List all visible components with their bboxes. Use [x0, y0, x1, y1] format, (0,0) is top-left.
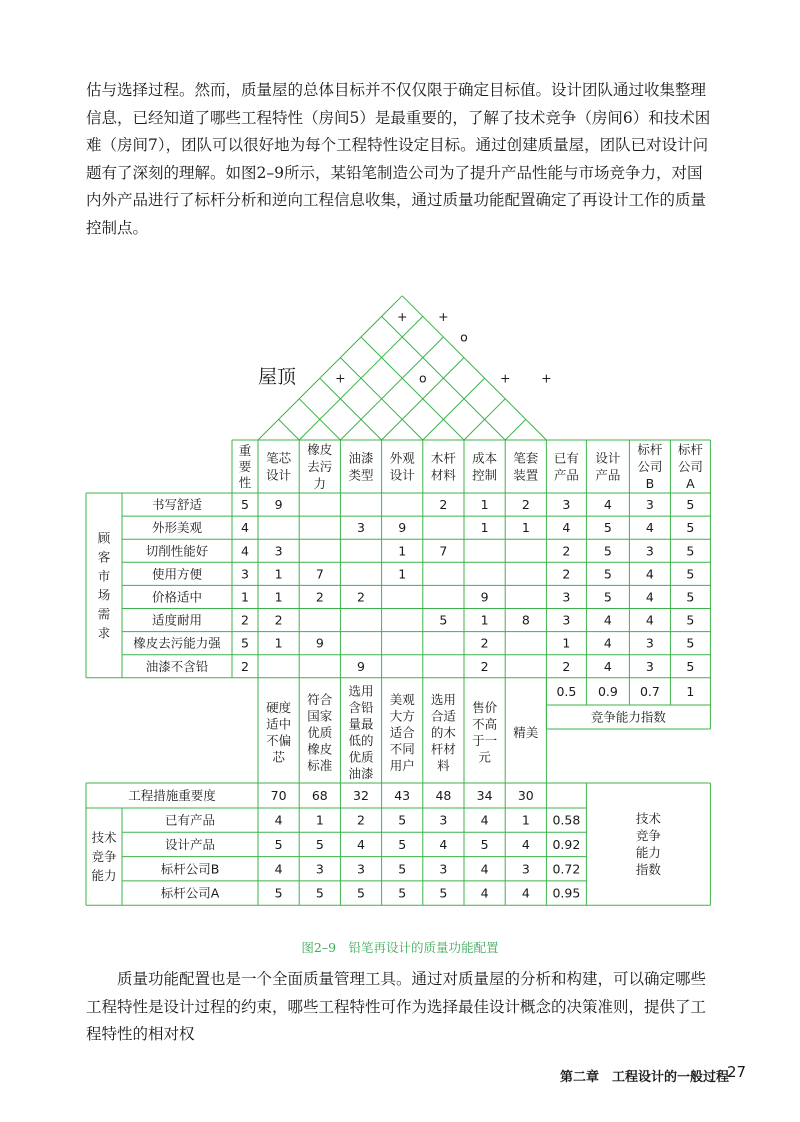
technical-index-value: 0.72	[552, 861, 581, 877]
technical-rating: 3	[521, 861, 530, 877]
technical-rating: 5	[315, 885, 324, 901]
technical-rating: 5	[315, 836, 324, 852]
target-value: 含铅	[348, 700, 374, 716]
relationship-value: 9	[357, 658, 365, 674]
competitor-rating: 4	[562, 520, 571, 536]
technical-rating: 5	[274, 836, 283, 852]
engineering-importance-value: 43	[394, 788, 411, 803]
competitor-rating: 2	[562, 543, 571, 559]
target-value: 大方	[389, 708, 415, 724]
technical-competition-label: 能力	[91, 868, 117, 884]
customer-group-label: 市	[97, 568, 111, 584]
engineering-importance-value: 48	[435, 788, 452, 803]
relationship-value: 1	[480, 520, 489, 536]
relationship-value: 9	[480, 589, 489, 605]
technical-competitor-label: 标杆公司A	[160, 885, 220, 901]
competitor-header: 产品	[553, 467, 579, 483]
target-value: 优质	[348, 749, 374, 765]
customer-requirement: 外形美观	[151, 520, 203, 536]
customer-group-label: 顾	[97, 530, 111, 546]
target-value: 橡皮	[307, 741, 333, 757]
relationship-value: 2	[357, 589, 365, 605]
engineering-characteristic-header: 力	[313, 476, 327, 491]
target-value: 优质	[307, 724, 333, 740]
importance-value: 3	[241, 566, 249, 582]
target-value: 料	[437, 757, 450, 773]
competitor-rating: 5	[686, 635, 695, 651]
customer-group-label: 需	[97, 606, 111, 622]
technical-rating: 4	[439, 836, 448, 852]
customer-requirement: 橡皮去污能力强	[133, 635, 221, 651]
figure-caption: 图2–9 铅笔再设计的质量功能配置	[301, 940, 499, 955]
relationship-value: 1	[398, 543, 407, 559]
target-value: 不高	[472, 716, 498, 732]
engineering-characteristic-header: 材料	[430, 467, 456, 483]
technical-rating: 5	[398, 836, 407, 852]
relationship-value: 9	[274, 497, 283, 513]
customer-group-label: 场	[97, 587, 111, 603]
relationship-value: 1	[274, 589, 283, 605]
relationship-value: 2	[521, 497, 530, 513]
roof-diagonal	[279, 419, 300, 440]
technical-rating: 4	[274, 861, 283, 877]
technical-rating: 1	[315, 812, 324, 828]
importance-value: 5	[241, 497, 249, 513]
customer-requirement: 适度耐用	[151, 612, 203, 628]
relationship-value: 7	[439, 543, 448, 559]
competitor-rating: 5	[686, 497, 695, 513]
technical-competitor-label: 设计产品	[164, 836, 216, 852]
engineering-importance-value: 30	[517, 788, 534, 803]
technical-rating: 5	[480, 836, 489, 852]
engineering-importance-label: 工程措施重要度	[128, 788, 216, 803]
competitor-rating: 4	[603, 658, 612, 674]
engineering-characteristic-header: 控制	[472, 467, 498, 483]
competitor-header: 标杆	[677, 442, 703, 457]
competitor-rating: 2	[562, 658, 571, 674]
technical-rating: 3	[439, 812, 448, 828]
engineering-characteristic-header: 木杆	[430, 450, 456, 466]
engineering-characteristic-header: 设计	[389, 467, 415, 483]
importance-value: 2	[241, 658, 249, 674]
competitiveness-index-value: 1	[686, 683, 695, 699]
target-value: 于一	[472, 733, 498, 749]
competitor-rating: 3	[562, 612, 571, 628]
customer-requirement: 使用方便	[151, 566, 203, 582]
engineering-characteristic-header: 设计	[266, 467, 292, 483]
roof-diagonal	[505, 419, 526, 440]
closing-paragraph: 质量功能配置也是一个全面质量管理工具。通过对质量屋的分析和构建，可以确定哪些工程特性是设计过程的约束，哪些工程特性可作为选择最佳设计概念的决策准则，提供了工程特性的相对权	[86, 970, 707, 1043]
target-value: 元	[478, 749, 491, 765]
customer-group-label: 客	[97, 549, 111, 565]
competitiveness-index-label: 竞争能力指数	[590, 709, 666, 725]
roof-correlation-mark: o	[418, 370, 427, 386]
competitor-rating: 5	[686, 658, 695, 674]
target-value: 选用	[430, 691, 456, 707]
competitor-header: 设计	[595, 450, 621, 466]
engineering-characteristic-header: 去污	[307, 459, 333, 474]
competitor-rating: 4	[645, 612, 654, 628]
technical-rating: 4	[357, 836, 365, 852]
competitor-rating: 5	[686, 612, 695, 628]
competitor-rating: 4	[645, 589, 654, 605]
competitiveness-index-value: 0.7	[639, 683, 660, 699]
technical-competitor-label: 标杆公司B	[160, 861, 220, 877]
target-value: 硬度	[266, 700, 292, 716]
roof-correlation-mark: +	[541, 370, 552, 386]
technical-rating: 4	[274, 812, 283, 828]
technical-rating: 4	[521, 885, 530, 901]
importance-value: 1	[241, 589, 249, 605]
technical-rating: 4	[480, 861, 489, 877]
target-value: 合适	[430, 708, 456, 724]
competitor-header: 标杆	[637, 442, 663, 457]
target-value: 不同	[389, 741, 415, 757]
technical-rating: 5	[398, 885, 407, 901]
relationship-value: 1	[480, 612, 489, 628]
technical-rating: 4	[480, 812, 489, 828]
engineering-characteristic-header: 笔套	[513, 450, 539, 466]
roof-title: 屋顶	[258, 366, 297, 388]
competitor-rating: 5	[686, 543, 695, 559]
chapter-footer: 第二章 工程设计的一般过程	[560, 1070, 730, 1085]
competitor-rating: 3	[645, 658, 654, 674]
relationship-value: 2	[315, 589, 324, 605]
target-value: 油漆	[348, 766, 374, 782]
technical-competitor-label: 已有产品	[164, 812, 216, 828]
competitor-header: 产品	[595, 467, 621, 483]
target-value: 的木	[430, 724, 456, 740]
relationship-value: 2	[274, 612, 283, 628]
competitor-rating: 5	[603, 566, 612, 582]
page-number: 27	[727, 1063, 747, 1081]
engineering-importance-value: 70	[270, 788, 287, 803]
competitor-header: 公司	[677, 459, 703, 474]
roof-diagonal	[340, 337, 443, 440]
competitor-rating: 4	[645, 520, 654, 536]
importance-value: 4	[241, 543, 249, 559]
technical-rating: 4	[480, 885, 489, 901]
relationship-value: 3	[357, 520, 365, 536]
competitor-header: A	[686, 476, 695, 491]
technical-index-label: 能力	[635, 845, 661, 861]
engineering-characteristic-header: 油漆	[348, 450, 374, 466]
technical-index-value: 0.58	[552, 812, 581, 828]
target-value: 不偏	[266, 733, 292, 749]
technical-rating: 4	[521, 836, 530, 852]
importance-header: 要	[238, 459, 252, 474]
competitor-rating: 5	[603, 543, 612, 559]
engineering-importance-value: 68	[311, 788, 328, 803]
technical-competition-label: 技术	[91, 830, 117, 846]
competitor-rating: 4	[603, 612, 612, 628]
relationship-value: 2	[439, 497, 448, 513]
competitor-header: 已有	[553, 450, 579, 466]
relationship-value: 1	[398, 566, 407, 582]
technical-index-value: 0.92	[552, 836, 581, 852]
target-value: 杆材	[430, 741, 456, 757]
competitor-rating: 3	[562, 497, 571, 513]
relationship-value: 1	[521, 520, 530, 536]
relationship-value: 3	[274, 543, 283, 559]
technical-index-label: 技术	[635, 811, 661, 827]
target-value: 选用	[348, 683, 374, 699]
intro-paragraph: 估与选择过程。然而，质量屋的总体目标并不仅仅限于确定目标值。设计团队通过收集整理信息，已经知道了哪些工程特性（房间5）是最重要的，了解了技术竞争（房间6）和技术困难（房间7），团队可以很好地为每个工程特性设定目标。通过创建质量屋，团队已对设计问题有了深刻的理解。如图2–9所示，某铅笔制造公司为了提升产品性能与市场竞争力，对国内外产品进行了标杆分析和逆向工程信息收集，通过质量功能配置确定了再设计工作的质量控制点。	[86, 81, 711, 237]
engineering-characteristic-header: 装置	[513, 467, 539, 483]
competitor-rating: 3	[562, 589, 571, 605]
target-value: 标准	[307, 757, 333, 773]
importance-header: 重	[238, 443, 252, 458]
roof-correlation-mark: o	[460, 329, 468, 345]
relationship-value: 2	[480, 635, 489, 651]
roof-correlation-mark: +	[438, 308, 449, 324]
roof-diagonal	[361, 337, 464, 440]
target-value: 精美	[513, 724, 539, 740]
technical-rating: 2	[357, 812, 365, 828]
customer-requirement: 价格适中	[151, 589, 203, 605]
technical-rating: 1	[521, 812, 530, 828]
competitor-rating: 1	[562, 635, 571, 651]
roof-correlation-mark: +	[499, 370, 511, 386]
roof-edge	[402, 296, 546, 440]
technical-index-value: 0.95	[552, 885, 581, 901]
importance-value: 5	[241, 635, 249, 651]
engineering-characteristic-header: 成本	[472, 450, 498, 466]
engineering-importance-value: 34	[476, 788, 493, 803]
technical-competition-label: 竞争	[91, 849, 117, 865]
roof-diagonal	[320, 378, 382, 440]
technical-rating: 5	[274, 885, 283, 901]
relationship-value: 5	[439, 612, 448, 628]
target-value: 符合	[307, 691, 333, 707]
importance-value: 4	[241, 520, 249, 536]
competitiveness-index-value: 0.9	[597, 683, 618, 699]
competitor-header: 公司	[637, 459, 663, 474]
importance-value: 2	[241, 612, 249, 628]
relationship-value: 1	[274, 566, 283, 582]
target-value: 售价	[472, 700, 498, 716]
target-value: 低的	[348, 733, 374, 749]
target-value: 国家	[307, 708, 333, 724]
importance-header: 性	[238, 475, 252, 490]
target-value: 用户	[389, 757, 415, 773]
target-value: 适合	[389, 724, 415, 740]
customer-requirement: 切削性能好	[145, 543, 209, 559]
competitor-rating: 3	[645, 635, 654, 651]
competitor-rating: 4	[645, 566, 654, 582]
competitor-rating: 5	[686, 566, 695, 582]
engineering-importance-value: 32	[353, 788, 369, 803]
competitor-rating: 5	[686, 589, 695, 605]
competitor-rating: 4	[603, 635, 612, 651]
customer-requirement: 油漆不含铅	[145, 658, 209, 674]
technical-rating: 5	[398, 812, 407, 828]
target-value: 适中	[266, 716, 292, 732]
engineering-characteristic-header: 笔芯	[266, 450, 292, 466]
customer-group-label: 求	[97, 625, 111, 641]
technical-rating: 3	[357, 861, 365, 877]
technical-rating: 5	[439, 885, 448, 901]
target-value: 美观	[389, 691, 415, 707]
competitor-rating: 4	[603, 497, 612, 513]
relationship-value: 9	[315, 635, 324, 651]
competitiveness-index-value: 0.5	[556, 683, 577, 699]
technical-rating: 5	[398, 861, 407, 877]
roof-diagonal	[423, 378, 485, 440]
competitor-rating: 5	[603, 520, 612, 536]
competitor-rating: 3	[645, 497, 654, 513]
technical-rating: 5	[357, 885, 365, 901]
target-value: 量最	[348, 716, 374, 732]
competitor-rating: 3	[645, 543, 654, 559]
relationship-value: 8	[521, 612, 530, 628]
technical-rating: 3	[315, 861, 324, 877]
technical-rating: 3	[439, 861, 448, 877]
technical-index-label: 竞争	[635, 828, 661, 844]
relationship-value: 1	[274, 635, 283, 651]
competitor-rating: 2	[562, 566, 571, 582]
relationship-value: 1	[480, 497, 489, 513]
target-value: 芯	[272, 749, 285, 765]
engineering-characteristic-header: 类型	[348, 467, 374, 483]
roof-correlation-mark: +	[396, 308, 408, 324]
roof-correlation-mark: +	[335, 370, 346, 386]
relationship-value: 7	[315, 566, 324, 582]
competitor-rating: 5	[686, 520, 695, 536]
customer-requirement: 书写舒适	[151, 497, 203, 513]
engineering-characteristic-header: 外观	[389, 450, 415, 466]
relationship-value: 2	[480, 658, 489, 674]
competitor-rating: 5	[603, 589, 612, 605]
competitor-header: B	[645, 476, 655, 491]
relationship-value: 9	[398, 520, 407, 536]
technical-index-label: 指数	[635, 862, 661, 878]
engineering-characteristic-header: 橡皮	[307, 442, 333, 457]
